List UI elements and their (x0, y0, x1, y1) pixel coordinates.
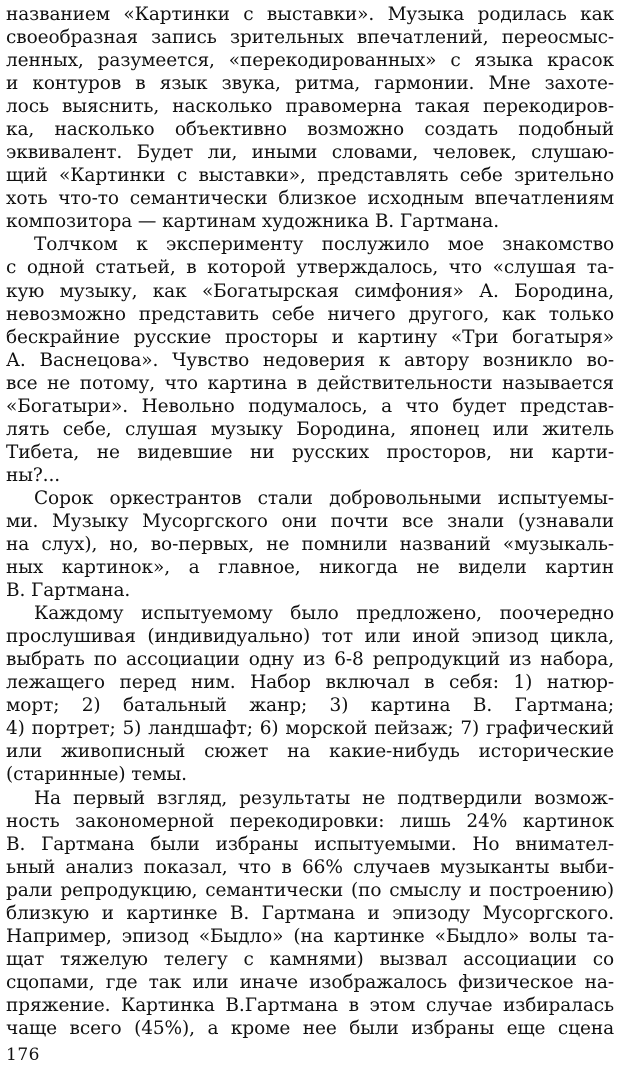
text-line: прослушивая (индивидуально) тот или иной эпизод цикла, (6, 626, 614, 648)
text-line: В. Гартмана были избраны испытуемыми. Но внимател- (6, 833, 614, 855)
text-line: сцопами, где так или иначе изображалось физическое на- (6, 971, 614, 993)
text-line: названием «Картинки с выставки». Музыка родилась как (6, 4, 614, 25)
text-line: щат тяжелую телегу с камнями) вызвал ассоциации со (6, 948, 614, 970)
text-line: чаще всего (45%), а кроме нее были избраны еще сцена (6, 1017, 614, 1039)
text-line: щий «Картинки с выставки», представлять себе зрительно (6, 165, 614, 187)
text-line: эквивалент. Будет ли, иными словами, человек, слушаю- (6, 142, 614, 164)
text-line: 4) портрет; 5) ландшафт; 6) морской пейзаж; 7) графический (6, 718, 614, 740)
text-line: все не потому, что картина в действительности называется (6, 372, 614, 394)
text-line: лежащего перед ним. Набор включал в себя: 1) натюр- (6, 672, 614, 694)
text-line: (старинные) темы. (6, 764, 187, 786)
text-line: рали репродукцию, семантически (по смыслу и построению) (6, 879, 614, 901)
text-line: или живописный сюжет на какие-нибудь исторические (6, 741, 614, 763)
text-line: с одной статьей, в которой утверждалось, что «слушая та- (6, 257, 614, 279)
text-line: своеобразная запись зрительных впечатлений, переосмыс- (6, 27, 614, 49)
text-line: пряжение. Картинка В.Гартмана в этом случае избиралась (6, 994, 614, 1016)
text-line: композитора — картинам художника В. Гартмана. (6, 211, 499, 233)
text-line: ка, насколько объективно возможно создать подобный (6, 119, 614, 141)
text-line: и контуров в язык звука, ритма, гармонии. Мне захоте- (6, 73, 614, 95)
text-line: близкую и картинке В. Гартмана и эпизоду Мусоргского. (6, 902, 614, 924)
text-line: Толчком к эксперименту послужило мое знакомство (34, 234, 614, 256)
text-line: лось выяснить, насколько правомерна такая перекодиров- (6, 96, 614, 118)
text-line: бескрайние русские просторы и картину «Три богатыря» (6, 326, 614, 348)
text-line: невозможно представить себе ничего другого, как только (6, 303, 614, 325)
text-line: Например, эпизод «Быдло» (на картинке «Быдло» волы та- (6, 925, 614, 947)
text-line: ьный анализ показал, что в 66% случаев музыканты выби- (6, 856, 614, 878)
text-line: Тибета, не видевшие ни русских просторов, ни карти- (6, 441, 614, 463)
text-line: кую музыку, как «Богатырская симфония» А. Бородина, (6, 280, 614, 302)
text-line: лять себе, слушая музыку Бородина, японец или житель (6, 418, 614, 440)
text-line: Каждому испытуемому было предложено, поочередно (34, 603, 614, 625)
text-line: на слух), но, во-первых, не помнили названий «музыкаль- (6, 534, 614, 556)
page-number: 176 (6, 1045, 40, 1065)
book-page (6, 0, 616, 1071)
text-line: На первый взгляд, результаты не подтвердили возмож- (34, 787, 614, 809)
text-line: выбрать по ассоциации одну из 6-8 репродукций из набора, (6, 649, 614, 671)
text-line: А. Васнецова». Чувство недоверия к автору возникло во- (6, 349, 614, 371)
text-line: ленных, разумеется, «перекодированных» с языка красок (6, 50, 614, 72)
text-line: ны?... (6, 464, 61, 486)
text-line: хоть что-то семантически близкое исходным впечатлениям (6, 188, 614, 210)
text-line: «Богатыри». Невольно подумалось, а что будет представ- (6, 395, 614, 417)
text-line: морт; 2) батальный жанр; 3) картина В. Гартмана; (6, 695, 614, 717)
text-line: ных картинок», а главное, никогда не видели картин (6, 557, 614, 579)
text-line: Сорок оркестрантов стали добровольными испытуемы- (34, 487, 614, 509)
text-line: В. Гартмана. (6, 580, 131, 602)
text-line: ми. Музыку Мусоргского они почти все знали (узнавали (6, 510, 614, 532)
text-line: ность закономерной перекодировки: лишь 24% картинок (6, 810, 614, 832)
